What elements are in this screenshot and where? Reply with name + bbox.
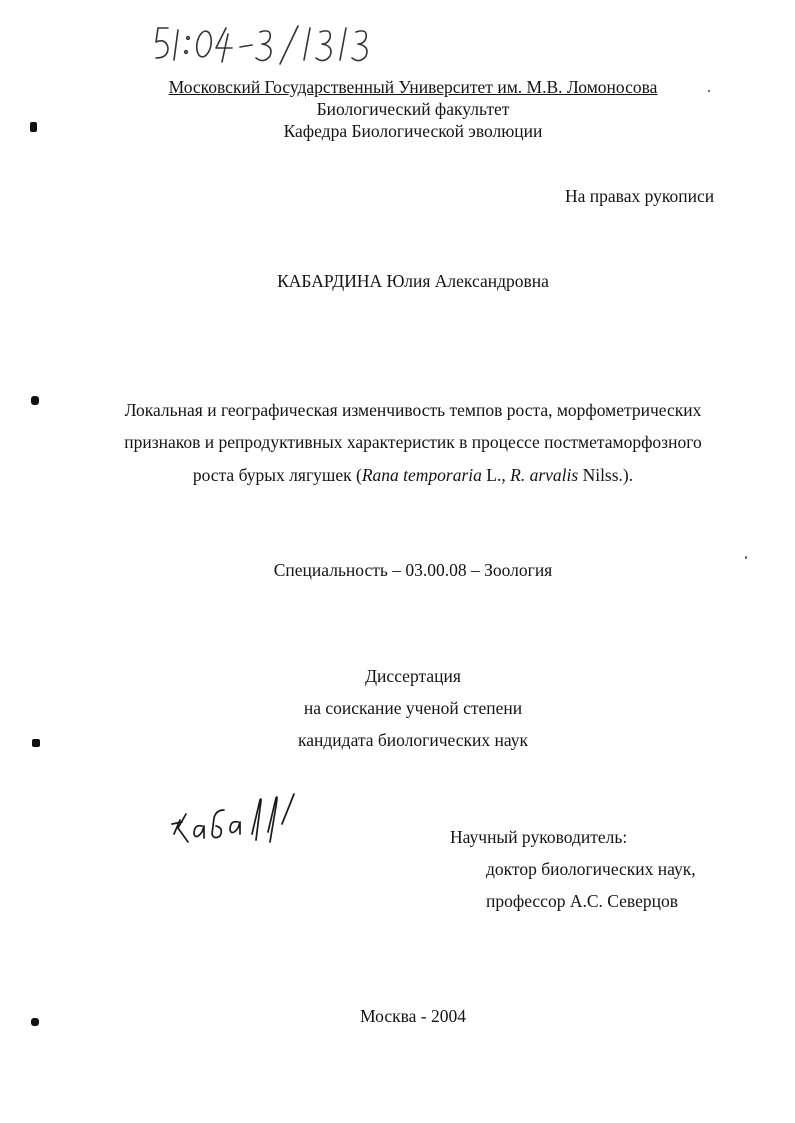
university-name: Московский Государственный Университет им. М.В. Ломоносова bbox=[168, 77, 658, 97]
handwritten-catalog-number bbox=[148, 20, 428, 70]
scan-mark bbox=[32, 739, 40, 747]
city-year: Москва - 2004 bbox=[360, 1006, 466, 1026]
species-rana-temporaria: Rana temporaria bbox=[361, 465, 482, 485]
scan-mark bbox=[30, 122, 37, 132]
supervisor-name: профессор А.С. Северцов bbox=[486, 891, 678, 911]
scan-mark bbox=[31, 1018, 39, 1026]
supervisor-degree: доктор биологических наук, bbox=[486, 859, 696, 879]
scan-mark bbox=[31, 396, 39, 405]
species-author-1: L., bbox=[481, 465, 511, 485]
faculty-name: Биологический факультет bbox=[316, 99, 510, 119]
rights-notice: На правах рукописи bbox=[565, 186, 715, 206]
title-line-3 bbox=[0, 464, 795, 486]
title-line-2: признаков и репродуктивных характеристик в процессе постметаморфозного bbox=[124, 432, 702, 452]
scan-speck bbox=[745, 556, 747, 559]
handwritten-signature bbox=[168, 784, 308, 854]
thesis-type: Диссертация bbox=[365, 666, 461, 686]
thesis-degree-line: на соискание ученой степени bbox=[303, 698, 523, 718]
species-author-2: Nilss.). bbox=[578, 465, 634, 485]
supervisor-label: Научный руководитель: bbox=[450, 827, 628, 847]
scan-speck bbox=[708, 90, 710, 92]
specialty: Специальность – 03.00.08 – Зоология bbox=[273, 560, 553, 580]
department-name: Кафедра Биологической эволюции bbox=[283, 121, 543, 141]
title-line-1: Локальная и географическая изменчивость темпов роста, морфометрических bbox=[124, 400, 702, 420]
title-line-3-start: роста бурых лягушек ( bbox=[192, 465, 362, 485]
thesis-degree-name: кандидата биологических наук bbox=[298, 730, 528, 750]
author-name: КАБАРДИНА Юлия Александровна bbox=[277, 271, 549, 291]
species-rana-arvalis: R. arvalis bbox=[510, 465, 579, 485]
